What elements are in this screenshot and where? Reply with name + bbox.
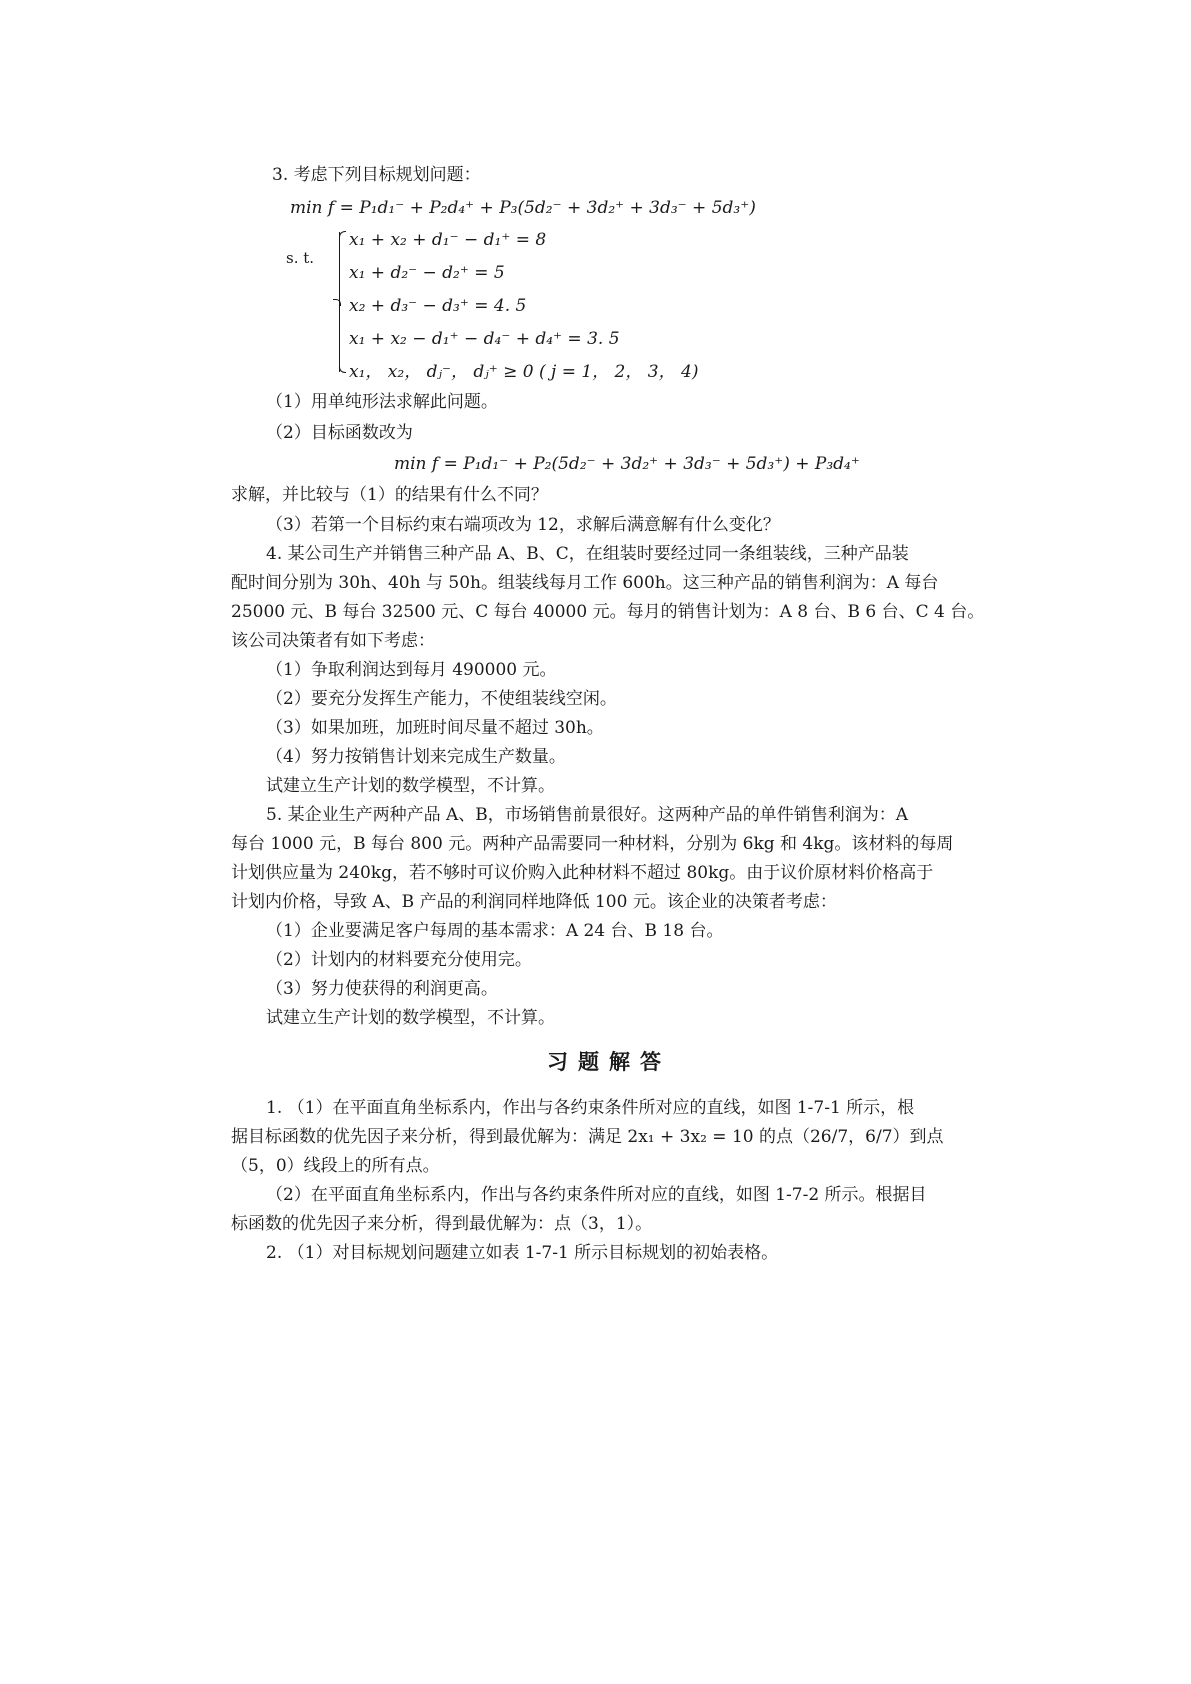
problem-5-item-3: （3）努力使获得的利润更高。 — [266, 979, 498, 999]
problem-5-line-1: 5. 某企业生产两种产品 A、B，市场销售前景很好。这两种产品的单件销售利润为：A — [266, 805, 909, 825]
st-label: s. t. — [286, 249, 315, 267]
problem-4-item-4: （4）努力按销售计划来完成生产数量。 — [266, 747, 566, 767]
problem-4-line-1: 4. 某公司生产并销售三种产品 A、B、C，在组装时要经过同一条组装线，三种产品装 — [266, 544, 909, 564]
problem-5-closing: 试建立生产计划的数学模型，不计算。 — [266, 1008, 555, 1028]
problem-3-q2-objective: min f = P₁d₁⁻ + P₂(5d₂⁻ + 3d₂⁺ + 3d₃⁻ + 5d₃⁺) + P₃d₄⁺ — [394, 454, 860, 474]
problem-4-line-2: 配时间分别为 30h、40h 与 50h。组装线每月工作 600h。这三种产品的销售利润为：A 每台 — [231, 573, 939, 593]
constraint-4: x₁ + x₂ − d₁⁺ − d₄⁻ + d₄⁺ = 3. 5 — [349, 329, 620, 349]
problem-5-line-2: 每台 1000 元，B 每台 800 元。两种产品需要同一种材料，分别为 6kg 和 4kg。该材料的每周 — [231, 834, 954, 854]
problem-4-closing: 试建立生产计划的数学模型，不计算。 — [266, 776, 555, 796]
problem-4-item-1: （1）争取利润达到每月 490000 元。 — [266, 660, 557, 680]
constraint-brace-tip — [333, 299, 341, 306]
problem-5-item-1: （1）企业要满足客户每周的基本需求：A 24 台、B 18 台。 — [266, 921, 724, 941]
problem-3-objective: min f = P₁d₁⁻ + P₂d₄⁺ + P₃(5d₂⁻ + 3d₂⁺ + 3d₃⁻ + 5d₃⁺) — [290, 198, 756, 218]
answer-line-5: 标函数的优先因子来分析，得到最优解为：点（3，1）。 — [231, 1214, 653, 1234]
problem-3-q1: （1）用单纯形法求解此问题。 — [266, 392, 498, 412]
answer-line-3: （5，0）线段上的所有点。 — [231, 1156, 440, 1176]
answers-heading: 习题解答 — [547, 1049, 671, 1074]
problem-5-line-4: 计划内价格，导致 A、B 产品的利润同样地降低 100 元。该企业的决策者考虑： — [231, 892, 837, 912]
constraint-1: x₁ + x₂ + d₁⁻ − d₁⁺ = 8 — [349, 230, 547, 250]
problem-5-line-3: 计划供应量为 240kg，若不够时可议价购入此种材料不超过 80kg。由于议价原材料价格高于 — [231, 863, 934, 883]
constraint-2: x₁ + d₂⁻ − d₂⁺ = 5 — [349, 263, 505, 283]
constraint-nonneg: x₁， x₂， dⱼ⁻， dⱼ⁺ ≥ 0 ( j = 1， 2， 3， 4) — [349, 362, 699, 382]
problem-4-line-3: 25000 元、B 每台 32500 元、C 每台 40000 元。每月的销售计划为：A 8 台、B 6 台、C 4 台。 — [231, 602, 985, 622]
answer-line-4: （2）在平面直角坐标系内，作出与各约束条件所对应的直线，如图 1-7-2 所示。根据目 — [266, 1185, 927, 1205]
problem-4-item-3: （3）如果加班，加班时间尽量不超过 30h。 — [266, 718, 604, 738]
answer-line-6: 2. （1）对目标规划问题建立如表 1-7-1 所示目标规划的初始表格。 — [266, 1243, 779, 1263]
problem-5-item-2: （2）计划内的材料要充分使用完。 — [266, 950, 532, 970]
answer-line-2: 据目标函数的优先因子来分析，得到最优解为：满足 2x₁ + 3x₂ = 10 的点（26/7，6/7）到点 — [231, 1127, 944, 1147]
problem-4-item-2: （2）要充分发挥生产能力，不使组装线空闲。 — [266, 689, 617, 709]
problem-3-q2: （2）目标函数改为 — [266, 423, 413, 443]
answer-line-1: 1. （1）在平面直角坐标系内，作出与各约束条件所对应的直线，如图 1-7-1 所示，根 — [266, 1098, 915, 1118]
problem-3-q3: （3）若第一个目标约束右端项改为 12，求解后满意解有什么变化？ — [266, 515, 780, 535]
problem-3-q2-tail: 求解，并比较与（1）的结果有什么不同？ — [231, 485, 548, 505]
problem-3-intro: 3. 考虑下列目标规划问题： — [272, 165, 481, 185]
constraint-3: x₂ + d₃⁻ − d₃⁺ = 4. 5 — [349, 296, 527, 316]
problem-4-line-4: 该公司决策者有如下考虑： — [231, 631, 435, 651]
